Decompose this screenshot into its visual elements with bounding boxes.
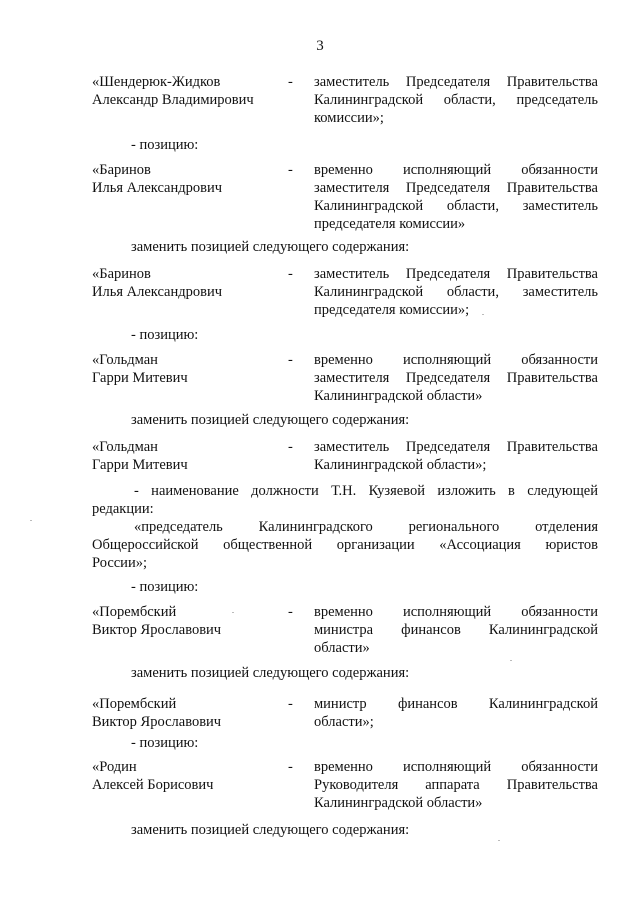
entry-dash: -	[288, 696, 293, 712]
entry-dash: -	[288, 74, 293, 90]
entry-role-line: комиссии»;	[314, 110, 384, 126]
entry-name-line1: «Шендерюк-Жидков	[92, 74, 221, 90]
position-label: - позицию:	[131, 735, 199, 751]
entry-role-line: министр финансов Калининградской	[314, 696, 598, 712]
position-label: - позицию:	[131, 327, 199, 343]
entry-role-line: заместитель Председателя Правительства	[314, 266, 598, 282]
position-label: - позицию:	[131, 579, 199, 595]
entry-name-line2: Илья Александрович	[92, 284, 223, 300]
entry-role-line: заместителя Председателя Правительства	[314, 180, 598, 196]
entry-role-line: Калининградской области, заместитель	[314, 198, 598, 214]
entry-name-line2: Гарри Митевич	[92, 457, 188, 473]
position-label: - позицию:	[131, 137, 199, 153]
entry-role-line: Калининградской области, заместитель	[314, 284, 598, 300]
entry-dash: -	[288, 352, 293, 368]
entry-dash: -	[288, 604, 293, 620]
entry-name-line2: Илья Александрович	[92, 180, 223, 196]
entry-role-line: области»	[314, 640, 370, 656]
entry-name-line1: «Баринов	[92, 162, 151, 178]
entry-name-line1: «Гольдман	[92, 439, 158, 455]
entry-role-line: Калининградской области»	[314, 795, 483, 811]
entry-name-line2: Александр Владимирович	[92, 92, 254, 108]
replace-label: заменить позицией следующего содержания:	[131, 412, 410, 428]
paragraph-line: «председатель Калининградского регионального отделения	[134, 519, 598, 535]
entry-role-line: заместитель Председателя Правительства	[314, 439, 598, 455]
scan-speck	[482, 314, 484, 315]
entry-name-line2: Виктор Ярославович	[92, 622, 222, 638]
entry-dash: -	[288, 759, 293, 775]
paragraph-kuzyaeva	[92, 482, 598, 572]
entry-dash: -	[288, 439, 293, 455]
entry-name-line2: Алексей Борисович	[92, 777, 214, 793]
paragraph-line: редакции:	[92, 501, 154, 517]
entry-role-line: заместитель Председателя Правительства	[314, 74, 598, 90]
entry-name-line1: «Порембский	[92, 696, 177, 712]
entry-name-line1: «Порембский	[92, 604, 177, 620]
paragraph-line: - наименование должности Т.Н. Кузяевой изложить в следующей	[134, 483, 598, 499]
replace-label: заменить позицией следующего содержания:	[131, 665, 410, 681]
replace-label: заменить позицией следующего содержания:	[131, 239, 410, 255]
entry-name-line1: «Баринов	[92, 266, 151, 282]
paragraph-line: России»;	[92, 555, 147, 571]
entry-role-line: Калининградской области»	[314, 388, 483, 404]
entry-role-line: председателя комиссии»	[314, 216, 466, 232]
entry-role-line: министра финансов Калининградской	[314, 622, 598, 638]
replace-label: заменить позицией следующего содержания:	[131, 822, 410, 838]
entry-role-line: Калининградской области»;	[314, 457, 487, 473]
entry-role-line: заместителя Председателя Правительства	[314, 370, 598, 386]
entry-role-line: временно исполняющий обязанности	[314, 604, 598, 620]
entry-role-line: Калининградской области, председатель	[314, 92, 598, 108]
page-number: 3	[316, 38, 324, 54]
scan-speck	[232, 612, 234, 613]
paragraph-line: Общероссийской общественной организации «Ассоциация юристов	[92, 537, 598, 553]
entry-role-line: Руководителя аппарата Правительства	[314, 777, 598, 793]
entry-name-line1: «Гольдман	[92, 352, 158, 368]
entry-role-line: временно исполняющий обязанности	[314, 759, 598, 775]
entry-dash: -	[288, 266, 293, 282]
scan-speck	[510, 660, 512, 661]
entry-name-line2: Виктор Ярославович	[92, 714, 222, 730]
entry-name-line1: «Родин	[92, 759, 137, 775]
entry-role-line: временно исполняющий обязанности	[314, 352, 598, 368]
scan-speck	[30, 520, 32, 521]
entry-dash: -	[288, 162, 293, 178]
entry-role-line: председателя комиссии»;	[314, 302, 470, 318]
entry-name-line2: Гарри Митевич	[92, 370, 188, 386]
entry-role-line: области»;	[314, 714, 374, 730]
entry-role-line: временно исполняющий обязанности	[314, 162, 598, 178]
scan-speck	[498, 840, 500, 841]
